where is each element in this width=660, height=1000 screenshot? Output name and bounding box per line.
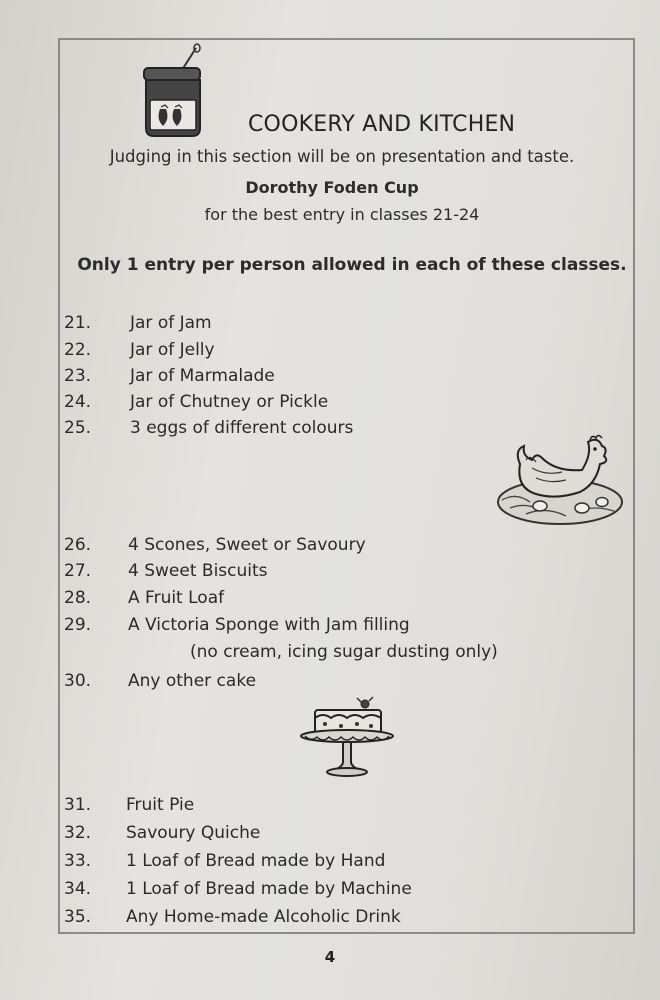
class-label: 1 Loaf of Bread made by Machine <box>126 879 412 899</box>
page-number: 4 <box>324 948 336 966</box>
class-number: 26. <box>64 535 92 555</box>
class-label: Any Home-made Alcoholic Drink <box>126 907 401 927</box>
class-label: Jar of Marmalade <box>130 366 275 386</box>
class-label: Fruit Pie <box>126 795 195 815</box>
class-number: 25. <box>64 418 92 438</box>
judging-note: Judging in this section will be on presentation and taste. <box>109 147 575 166</box>
class-label: Jar of Jelly <box>130 340 215 360</box>
class-29-note: (no cream, icing sugar dusting only) <box>190 642 498 662</box>
hen-on-nest-icon <box>496 432 636 532</box>
class-number: 28. <box>64 588 92 608</box>
class-number: 27. <box>64 561 92 581</box>
class-number: 31. <box>64 795 92 815</box>
class-number: 30. <box>64 671 92 691</box>
section-title: COOKERY AND KITCHEN <box>248 112 516 137</box>
jam-jar-icon <box>136 44 216 144</box>
class-number: 34. <box>64 879 92 899</box>
cup-description: for the best entry in classes 21-24 <box>204 205 480 224</box>
class-label: Any other cake <box>128 671 257 691</box>
class-label: 4 Sweet Biscuits <box>128 561 268 581</box>
class-number: 24. <box>64 392 92 412</box>
class-number: 33. <box>64 851 92 871</box>
class-number: 21. <box>64 313 92 333</box>
class-label: 3 eggs of different colours <box>130 418 354 438</box>
entry-rule: Only 1 entry per person allowed in each of these classes. <box>77 255 627 275</box>
class-label: 1 Loaf of Bread made by Hand <box>126 851 386 871</box>
class-number: 35. <box>64 907 92 927</box>
cup-name: Dorothy Foden Cup <box>245 178 419 197</box>
class-label: A Fruit Loaf <box>128 588 225 608</box>
class-label: 4 Scones, Sweet or Savoury <box>128 535 366 555</box>
class-number: 22. <box>64 340 92 360</box>
class-label: Jar of Chutney or Pickle <box>130 392 329 412</box>
class-label: A Victoria Sponge with Jam filling <box>128 615 410 635</box>
cake-stand-icon <box>299 696 395 782</box>
class-label: Jar of Jam <box>130 313 212 333</box>
class-label: Savoury Quiche <box>126 823 261 843</box>
class-number: 32. <box>64 823 92 843</box>
class-number: 23. <box>64 366 92 386</box>
class-number: 29. <box>64 615 92 635</box>
